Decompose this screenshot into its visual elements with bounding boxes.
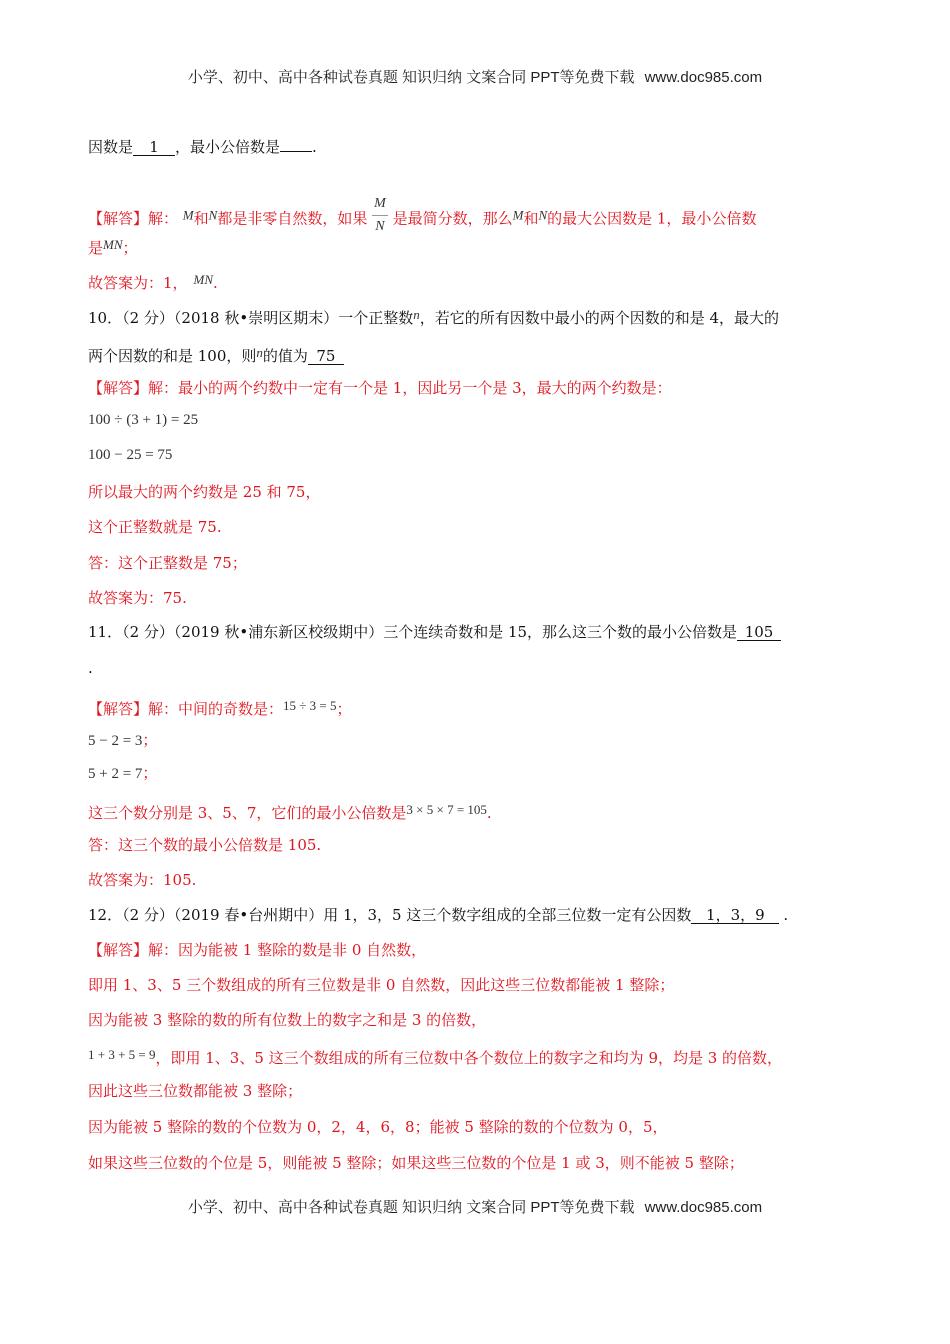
page-footer	[0, 1196, 950, 1217]
q12-text: .	[783, 906, 789, 924]
q12-solution-line-5: 因此这些三位数都能被 3 整除；	[88, 1082, 303, 1100]
q9-text: 因数是	[88, 138, 134, 156]
q11-text: 【解答】解：中间的奇数是：	[88, 700, 284, 718]
q9-text: ；	[122, 239, 138, 257]
q12-text: ，即用 1、3、5 这三个数组成的所有三位数中各个数位上的数字之和均为 9，均是 3 的倍数，	[155, 1049, 783, 1067]
q11-equation-2: 5 − 2 = 3	[88, 733, 143, 749]
q10-question-line-1	[88, 305, 779, 328]
q9-solution-line-1	[88, 197, 756, 242]
q11-equation-2-line	[88, 730, 157, 751]
q9-text: ，最小公倍数是	[175, 138, 281, 156]
math-var-m: M	[512, 207, 524, 223]
q11-text: ；	[336, 700, 352, 718]
q11-question-line-2: .	[88, 659, 93, 677]
q10-equation-1: 100 ÷ (3 + 1) = 25	[88, 412, 199, 428]
q11-text: 11．（2 分）（2019 秋•浦东新区校级期中）三个连续奇数和是 15，那么这三个数的最小公倍数是	[88, 623, 738, 641]
math-var-n: n	[256, 345, 263, 360]
q11-answer-blank: 105	[737, 624, 781, 641]
q9-text: 都是非零自然数，如果	[217, 209, 368, 228]
q12-solution-line-1: 【解答】解：因为能被 1 整除的数是非 0 自然数，	[88, 941, 427, 959]
footer-text: 小学、初中、高中各种试卷真题 知识归纳 文案合同 PPT等免费下载	[187, 1199, 635, 1216]
solution-tag: 【解答】解：	[88, 209, 179, 228]
q11-question-line-1	[88, 622, 781, 642]
q9-solution-line-2	[88, 235, 138, 258]
q9-text: 和	[193, 209, 209, 228]
q10-solution-line-1: 【解答】解：最小的两个约数中一定有一个是 1，因此另一个是 3，最大的两个约数是：	[88, 379, 672, 397]
math-var-n: n	[413, 307, 420, 322]
q12-solution-line-3: 因为能被 3 整除的数的所有位数上的数字之和是 3 的倍数，	[88, 1011, 487, 1029]
math-var-mn: MN	[103, 237, 123, 252]
q9-text: .	[213, 274, 218, 292]
q10-solution-line-4: 这个正整数就是 75.	[88, 518, 222, 536]
q11-text: ；	[142, 764, 158, 782]
q11-text: 这三个数分别是 3、5、7，它们的最小公倍数是	[88, 804, 407, 822]
q9-text: 是最简分数，那么	[392, 209, 513, 228]
q9-answer-blank-2	[280, 151, 312, 152]
q11-final-answer: 故答案为：105.	[88, 871, 197, 889]
q11-solution-line-1	[88, 696, 352, 719]
q10-text: ，若它的所有因数中最小的两个因数的和是 4，最大的	[419, 309, 780, 327]
q10-text: 10．（2 分）（2018 秋•崇明区期末）一个正整数	[88, 309, 414, 327]
q9-text: 和	[523, 209, 539, 228]
q10-question-line-2	[88, 343, 344, 366]
math-var-m: M	[182, 207, 194, 223]
q12-equation-1: 1 + 3 + 5 = 9	[88, 1047, 156, 1062]
q11-answer-line: 答：这三个数的最小公倍数是 105.	[88, 836, 322, 854]
q10-text: 两个因数的和是 100，则	[88, 347, 257, 365]
q9-text: .	[312, 138, 317, 156]
q11-text: .	[486, 804, 492, 822]
q10-solution-line-3: 所以最大的两个约数是 25 和 75，	[88, 483, 321, 501]
math-var-n: N	[538, 207, 548, 223]
math-var-n: N	[208, 207, 218, 223]
fraction-m-over-n	[372, 193, 388, 238]
q10-answer-blank: 75	[308, 348, 344, 365]
q11-equation-3: 5 + 2 = 7	[88, 766, 143, 782]
q12-solution-line-2: 即用 1、3、5 三个数组成的所有三位数是非 0 自然数，因此这些三位数都能被 1 整除；	[88, 976, 675, 994]
math-var-mn: MN	[193, 272, 214, 287]
q11-equation-3-line	[88, 763, 157, 784]
q12-solution-line-7: 如果这些三位数的个位是 5，则能被 5 整除；如果这些三位数的个位是 1 或 3，则不能被 5 整除；	[88, 1154, 744, 1172]
q12-answer-blank: 1，3，9	[691, 907, 779, 924]
q9-answer-blank-1: 1	[133, 139, 175, 156]
q11-solution-line-3	[88, 800, 492, 823]
q11-equation-4: 3 × 5 × 7 = 105	[406, 802, 487, 817]
q12-question-line	[88, 905, 788, 925]
q10-text: 的值为	[262, 347, 308, 365]
q12-text: 12．（2 分）（2019 春•台州期中）用 1，3，5 这三个数字组成的全部三位数一定有公因数	[88, 906, 692, 924]
header-text: 小学、初中、高中各种试卷真题 知识归纳 文案合同 PPT等免费下载	[187, 69, 635, 86]
q11-text: ；	[142, 731, 158, 749]
q11-equation-1: 15 ÷ 3 = 5	[283, 698, 337, 713]
page-header	[0, 66, 950, 87]
q12-solution-line-4	[88, 1045, 782, 1068]
q12-solution-line-6: 因为能被 5 整除的数的个位数为 0，2，4，6，8；能被 5 整除的数的个位数为 0，5，	[88, 1118, 668, 1136]
q9-text: 是	[88, 239, 104, 257]
footer-url[interactable]: www.doc985.com	[644, 1199, 763, 1216]
q9-text: 的最大公因数是 1，最小公倍数	[547, 209, 757, 228]
fraction-numerator: M	[372, 193, 388, 216]
q9-final-answer	[88, 270, 218, 293]
fraction-denominator: N	[375, 219, 385, 234]
q9-text: 故答案为：1，	[88, 274, 188, 292]
header-url[interactable]: www.doc985.com	[644, 69, 763, 86]
q10-final-answer: 故答案为：75.	[88, 589, 187, 607]
q10-equation-2: 100 − 25 = 75	[88, 447, 173, 463]
q10-answer-line: 答：这个正整数是 75；	[88, 554, 247, 572]
q9-question-line	[88, 137, 317, 157]
